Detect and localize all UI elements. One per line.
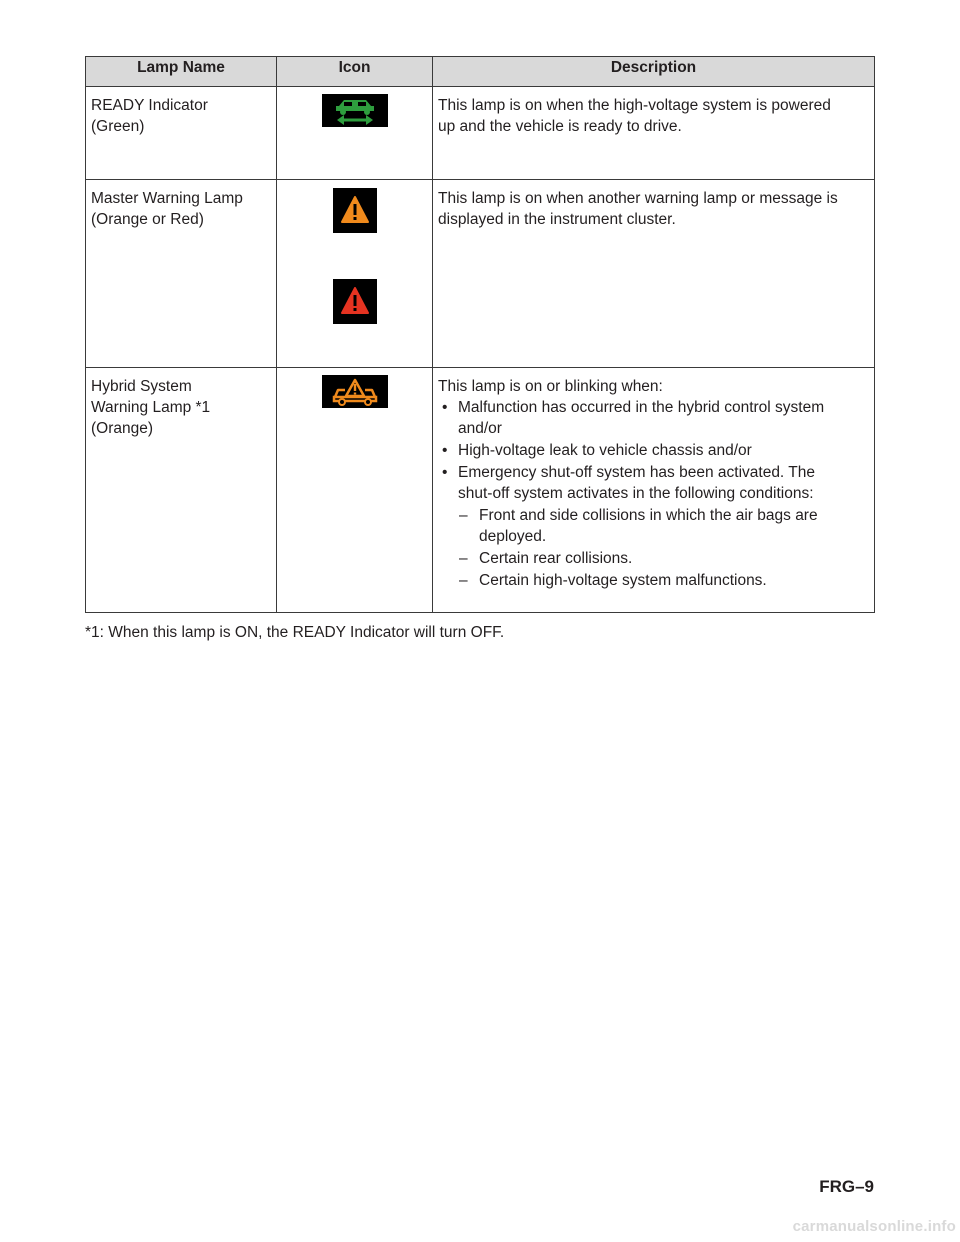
description-cell xyxy=(433,180,875,368)
list-item-line: • High-voltage leak to vehicle chassis and/or xyxy=(458,442,752,459)
header-lamp-name: Lamp Name xyxy=(86,57,277,87)
lamp-name-line: (Orange or Red) xyxy=(91,211,204,228)
master-warning-orange-icon xyxy=(333,188,377,233)
table-row-master-warning xyxy=(86,180,875,368)
description-line: up and the vehicle is ready to drive. xyxy=(438,118,682,135)
table-header-row xyxy=(86,57,875,87)
table-row-ready-indicator xyxy=(86,87,875,180)
list-item-line: – Front and side collisions in which the air bags are xyxy=(479,507,818,524)
header-icon: Icon xyxy=(277,57,433,87)
list-item-line: – Certain high-voltage system malfunctions. xyxy=(479,572,767,589)
description-cell xyxy=(433,87,875,180)
description-line: This lamp is on when the high-voltage system is powered xyxy=(438,97,831,114)
icon-cell xyxy=(277,368,433,613)
ready-indicator-icon xyxy=(322,94,388,127)
list-item xyxy=(438,548,869,569)
lamp-name-line: Warning Lamp *1 xyxy=(91,399,211,416)
list-item-line: and/or xyxy=(458,420,502,437)
list-item xyxy=(438,462,869,504)
description-line: displayed in the instrument cluster. xyxy=(438,211,676,228)
lamp-name-line: Hybrid System xyxy=(91,378,192,395)
description-line: This lamp is on when another warning lamp or message is xyxy=(438,190,838,207)
lamp-name-line: (Orange) xyxy=(91,420,154,437)
condition-list xyxy=(438,397,869,504)
lamp-name-line: (Green) xyxy=(91,118,145,135)
lamp-name-cell xyxy=(86,87,277,180)
footnote: *1: When this lamp is ON, the READY Indicator will turn OFF. xyxy=(85,624,505,641)
lamp-table xyxy=(85,56,875,613)
list-item xyxy=(438,570,869,591)
lamp-name-cell xyxy=(86,180,277,368)
list-item xyxy=(438,505,869,547)
icon-cell xyxy=(277,180,433,368)
header-description: Description xyxy=(433,57,875,87)
page-number: FRG–9 xyxy=(819,1177,874,1196)
list-item-line: • Emergency shut-off system has been activated. The xyxy=(458,464,815,481)
hybrid-system-warning-icon xyxy=(322,375,388,408)
list-item-line: deployed. xyxy=(479,528,547,545)
list-item-line: • Malfunction has occurred in the hybrid control system xyxy=(458,399,825,416)
master-warning-red-icon xyxy=(333,279,377,324)
list-item xyxy=(438,440,869,461)
list-item-line: – Certain rear collisions. xyxy=(479,550,633,567)
lamp-name-cell xyxy=(86,368,277,613)
lamp-name-line: Master Warning Lamp xyxy=(91,190,243,207)
description-intro: This lamp is on or blinking when: xyxy=(438,378,663,395)
lamp-name-line: READY Indicator xyxy=(91,97,208,114)
watermark: carmanualsonline.info xyxy=(792,1218,956,1235)
description-cell xyxy=(433,368,875,613)
table-row-hybrid-system-warning xyxy=(86,368,875,613)
icon-cell xyxy=(277,87,433,180)
list-item xyxy=(438,397,869,439)
shutoff-condition-list xyxy=(438,505,869,591)
list-item-line: shut-off system activates in the following conditions: xyxy=(458,485,814,502)
